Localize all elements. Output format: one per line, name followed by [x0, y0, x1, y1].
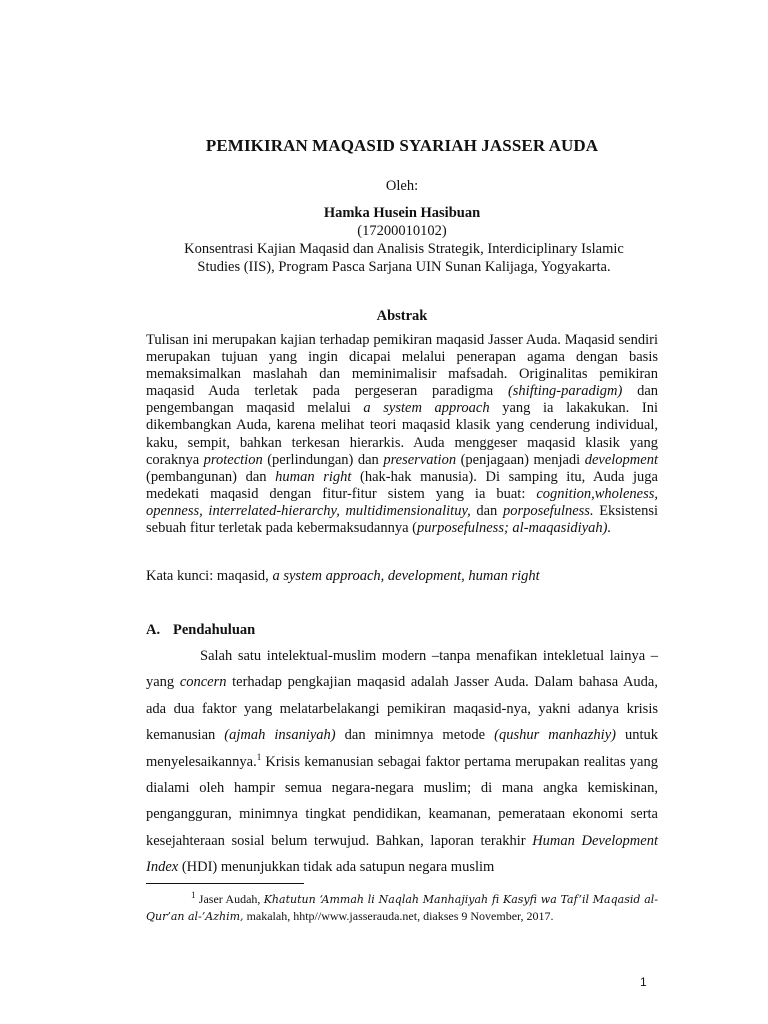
body-italic-term: concern	[179, 674, 227, 691]
abstract-italic-term: preservation	[383, 451, 457, 468]
abstract-text-run: (hak-hak manusia). Di samping itu, Auda juga medekati maqasid dengan fitur-fitur sistem yang ia buat:	[146, 468, 658, 502]
keywords	[146, 568, 658, 585]
footnote-text-run: makalah, hhtp//www.jasserauda.net, diakses 9 November, 2017.	[243, 909, 554, 923]
footnote-text-run: Jaser Audah,	[195, 892, 264, 906]
abstract-text-run: Eksistensi sebuah fitur terletak pada kebermaksudannya (	[146, 502, 659, 537]
abstract-italic-term: development	[584, 451, 658, 468]
abstract-text-run: dan	[470, 502, 503, 519]
author-id: (17200010102)	[357, 223, 447, 239]
abstract-text-run: Tulisan ini merupakan kajian terhadap pemikiran maqasid Jasser Auda. Maqasid sendiri merupakan tujuan yang ingin dicapai melalui penerapan agama dengan basis memaksimalkan maslahah dan meminimalisir mafsadah. Originalitas pemikiran maqasid Auda terletak pada pergeseran paradigma	[146, 332, 658, 400]
body-text-run: Salah satu intelektual-muslim modern –tanpa menafikan intekletual lainya –yang	[146, 648, 658, 691]
page-number: 1	[640, 975, 647, 989]
author-name: Hamka Husein Hasibuan	[323, 205, 481, 221]
body-paragraph	[146, 643, 658, 881]
abstract-italic-term: purposefulness; al-maqasidiyah).	[416, 520, 612, 537]
abstract-italic-term: porposefulness.	[502, 502, 594, 519]
section-title: Pendahuluan	[173, 622, 256, 638]
abstract-text-run: dan pengembangan maqasid melalui	[146, 383, 659, 417]
author-affiliation	[130, 240, 678, 276]
body-text-run: (HDI) menunjukkan tidak ada satupun negara muslim	[178, 859, 495, 876]
body-text-run: terhadap pengkajian maqasid adalah Jasser Auda. Dalam bahasa Auda, ada dua faktor yang melatarbelakangi pemikiran maqasid-nya, yakni adanya krisis kemanusian	[146, 674, 658, 744]
byline-label: Oleh:	[385, 178, 419, 194]
keywords-label: Kata kunci: maqasid,	[146, 568, 273, 584]
affiliation-line-2: Studies (IIS), Program Pasca Sarjana UIN Sunan Kalijaga, Yogyakarta.	[197, 259, 611, 275]
keywords-italic: a system approach, development, human right	[272, 568, 540, 584]
abstract-italic-term: protection	[203, 451, 263, 468]
body-text-run: dan minimnya metode	[335, 727, 495, 744]
abstract-italic-term: human right	[275, 468, 352, 485]
footnote	[146, 891, 658, 925]
abstract-text-run: yang ia lakakukan. Ini dikembangkan Auda, karena melihat teori maqasid klasik yang cenderung individual, kaku, sempit, bahkan terkesan hierarkis. Auda menggeser maqasid klasik yang coraknya	[146, 400, 658, 468]
affiliation-line-1: Konsentrasi Kajian Maqasid dan Analisis Strategik, Interdiciplinary Islamic	[184, 241, 624, 257]
abstract-text-run: (pembangunan) dan	[146, 468, 276, 485]
body-italic-term: (ajmah insaniyah)	[224, 727, 336, 744]
body-text-run: untuk menyelesaikannya.	[146, 727, 659, 770]
footnote-number: 1	[191, 890, 196, 900]
abstract-italic-term: cognition,wholeness, openness, interrelated-hierarchy, multidimensionalituy,	[146, 485, 658, 519]
section-number: A.	[146, 622, 161, 638]
section-heading	[146, 622, 255, 639]
abstract-text-run: (perlindungan) dan	[262, 451, 384, 468]
footnote-divider	[146, 883, 304, 884]
body-italic-term: Human Development Index	[146, 832, 658, 876]
abstract-heading: Abstrak	[376, 308, 428, 324]
footnote-reference[interactable]: 1	[256, 751, 262, 762]
body-text-run: Krisis kemanusian sebagai faktor pertama merupakan realitas yang dialami oleh hampir semua negara-negara muslim; di mana angka kemiskinan, pengangguran, minimnya tingkat pendidikan, keamanan, pemerataan ekonomi serta kesejahteraan sosial belum terwujud. Bahkan, laporan terakhir	[146, 753, 658, 849]
abstract-italic-term: (shifting-paradigm)	[507, 383, 623, 400]
abstract-text	[146, 332, 658, 537]
footnote-italic-title: Khatutun ‘Ammah li Naqlah Manhajiyah fi Kasyfi wa Taf’il Maqasid al-Qur’an al-’Azhim,	[146, 893, 658, 923]
abstract-text-run: (penjagaan) menjadi	[456, 451, 585, 468]
body-italic-term: (qushur manhazhiy)	[494, 727, 616, 744]
abstract-italic-term: a system approach	[363, 400, 490, 417]
paper-title: PEMIKIRAN MAQASID SYARIAH JASSER AUDA	[205, 136, 599, 155]
